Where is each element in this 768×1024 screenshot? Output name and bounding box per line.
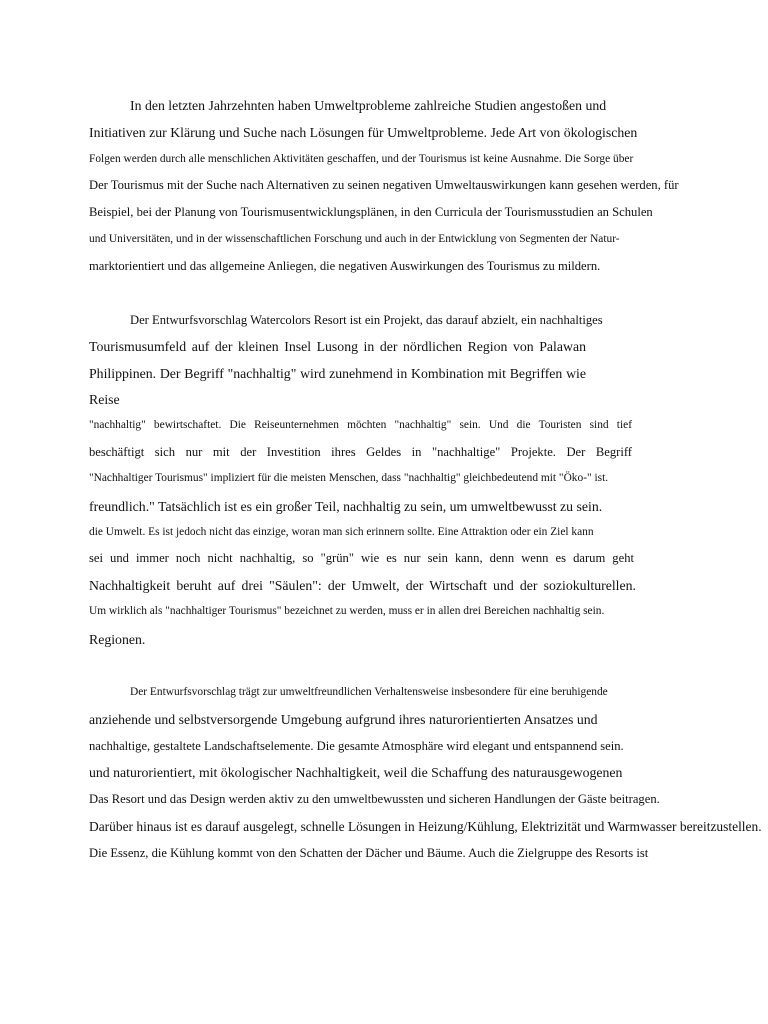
text-line: In den letzten Jahrzehnten haben Umweltprobleme zahlreiche Studien angestoßen und (130, 98, 607, 113)
text-line: Nachhaltigkeit beruht auf drei "Säulen": der Umwelt, der Wirtschaft und der soziokulturellen. (89, 578, 636, 593)
text-line: Regionen. (89, 632, 146, 647)
text-line: Philippinen. Der Begriff "nachhaltig" wird zunehmend in Kombination mit Begriffen wie (89, 366, 586, 381)
text-line: beschäftigt sich nur mit der Investition ihres Geldes in "nachhaltige" Projekte. Der Begriff (89, 445, 632, 459)
text-line: nachhaltige, gestaltete Landschaftselemente. Die gesamte Atmosphäre wird elegant und entspannend sein. (89, 739, 624, 753)
text-line: Beispiel, bei der Planung von Tourismusentwicklungsplänen, in den Curricula der Tourismusstudien an Schulen (89, 205, 653, 219)
text-line: "Nachhaltiger Tourismus" impliziert für die meisten Menschen, dass "nachhaltig" gleichbedeutend mit "Öko-" ist. (89, 472, 609, 484)
text-line: sei und immer noch nicht nachhaltig, so "grün" wie es nur sein kann, denn wenn es darum geht (89, 551, 634, 565)
text-line: Der Entwurfsvorschlag Watercolors Resort ist ein Projekt, das darauf abzielt, ein nachhaltiges (130, 313, 603, 327)
text-line: Reise (89, 392, 120, 407)
text-line: die Umwelt. Es ist jedoch nicht das einzige, woran man sich erinnern sollte. Eine Attraktion oder ein Ziel kann (89, 526, 594, 538)
text-line: und naturorientiert, mit ökologischer Nachhaltigkeit, weil die Schaffung des naturausgewogenen (89, 765, 623, 780)
text-line: freundlich." Tatsächlich ist es ein großer Teil, nachhaltig zu sein, um umweltbewusst zu sein. (89, 499, 603, 514)
text-line: Die Essenz, die Kühlung kommt von den Schatten der Dächer und Bäume. Auch die Zielgruppe des Resorts ist (89, 846, 649, 860)
text-line: marktorientiert und das allgemeine Anliegen, die negativen Auswirkungen des Tourismus zu mildern. (89, 259, 601, 273)
text-line: Um wirklich als "nachhaltiger Tourismus" bezeichnet zu werden, muss er in allen drei Bereichen nachhaltig sein. (89, 605, 605, 617)
text-line: Der Tourismus mit der Suche nach Alternativen zu seinen negativen Umweltauswirkungen kann gesehen werden, für (89, 178, 679, 192)
text-line: Folgen werden durch alle menschlichen Aktivitäten geschaffen, und der Tourismus ist keine Ausnahme. Die Sorge über (89, 153, 634, 165)
text-line: anziehende und selbstversorgende Umgebung aufgrund ihres naturorientierten Ansatzes und (89, 712, 598, 727)
text-line: und Universitäten, und in der wissenschaftlichen Forschung und auch in der Entwicklung von Segmenten der Natur- (89, 233, 620, 245)
text-line: Der Entwurfsvorschlag trägt zur umweltfreundlichen Verhaltensweise insbesondere für eine beruhigende (130, 686, 608, 698)
text-line: Initiativen zur Klärung und Suche nach Lösungen für Umweltprobleme. Jede Art von ökologischen (89, 125, 638, 140)
text-line: Tourismusumfeld auf der kleinen Insel Lusong in der nördlichen Region von Palawan (89, 339, 586, 354)
text-line: "nachhaltig" bewirtschaftet. Die Reiseunternehmen möchten "nachhaltig" sein. Und die Touristen sind tief (89, 419, 632, 431)
text-line: Darüber hinaus ist es darauf ausgelegt, schnelle Lösungen in Heizung/Kühlung, Elektrizität und Warmwasser bereitzustellen. (89, 819, 762, 834)
text-line: Das Resort und das Design werden aktiv zu den umweltbewussten und sicheren Handlungen der Gäste beitragen. (89, 792, 660, 806)
